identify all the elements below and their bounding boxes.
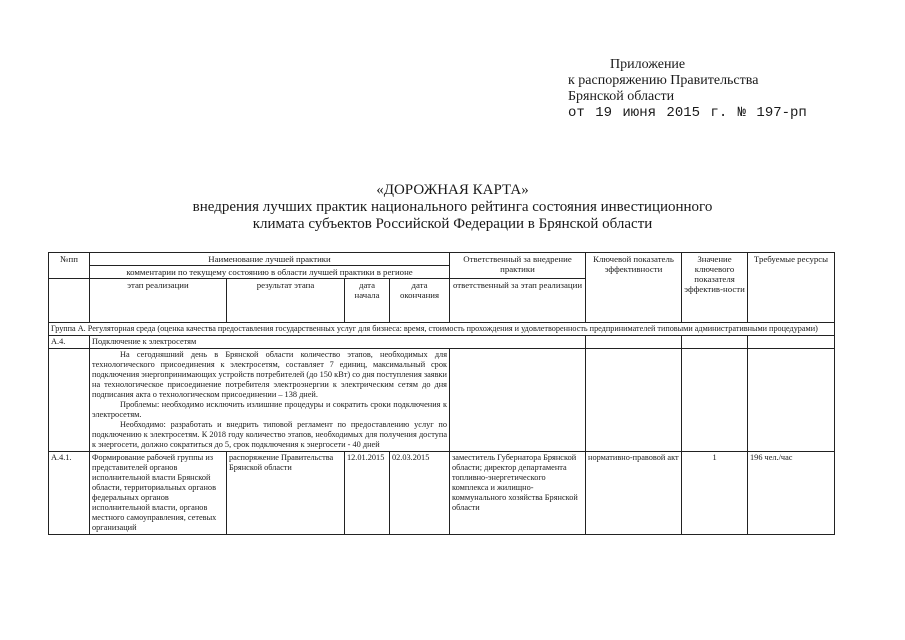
header-stage-result: результат этапа	[227, 279, 345, 323]
row-stage: Формирование рабочей группы из представителей органов исполнительной власти Брянской области, территориальных органов федеральных органов исполнительной власти, органов местного самоуправления, сетевых организаций	[90, 451, 227, 534]
row-resources: 196 чел./час	[748, 451, 835, 534]
row-result: распоряжение Правительства Брянской области	[227, 451, 345, 534]
appendix-title: Приложение	[610, 57, 686, 72]
header-row-1	[49, 253, 835, 266]
appendix-date-number: от 19 июня 2015 г. № 197-рп	[568, 105, 807, 121]
section-num: А.4.	[49, 335, 90, 348]
header-kpi-value: Значение ключевого показателя эффектив-ности	[682, 253, 748, 323]
section-description	[90, 348, 450, 451]
section-title-row	[49, 335, 835, 348]
header-stage-responsible: ответственный за этап реализации	[450, 279, 586, 323]
table-row	[49, 451, 835, 534]
row-kpi: нормативно-правовой акт	[586, 451, 682, 534]
appendix-region: Брянской области	[568, 89, 675, 104]
title-heading: «ДОРОЖНАЯ КАРТА»	[376, 182, 529, 198]
title-subheading-1: внедрения лучших практик национального рейтинга состояния инвестиционного	[192, 199, 713, 215]
row-responsible: заместитель Губернатора Брянской области; директор департамента топливно-энергетического комплекса и жилищно-коммунального хозяйства Брянской области	[450, 451, 586, 534]
header-resources: Требуемые ресурсы	[748, 253, 835, 323]
header-practice-name: Наименование лучшей практики	[90, 253, 450, 266]
row-num: А.4.1.	[49, 451, 90, 534]
appendix-order-ref: к распоряжению Правительства	[568, 73, 759, 88]
description-needed: Необходимо: разработать и внедрить типовой регламент по предоставлению услуг по подключению к электросетям. К 2018 году количество этапов, необходимых для получения доступа к энергосети, должно сократиться до 5, срок подключения к энергосети - 40 дней	[92, 419, 448, 449]
row-start-date: 12.01.2015	[345, 451, 390, 534]
header-end-date: дата окончания	[390, 279, 450, 323]
appendix-block	[568, 57, 807, 121]
header-num: №пп	[49, 253, 90, 279]
document-title	[0, 182, 905, 233]
section-description-row	[49, 348, 835, 451]
header-responsible: Ответственный за внедрение практики	[450, 253, 586, 279]
header-num-empty	[49, 279, 90, 323]
title-subheading-2: климата субъектов Российской Федерации в Брянской области	[252, 216, 653, 232]
description-current-state: На сегодняшний день в Брянской области количество этапов, необходимых для технологического присоединения к электросетям, составляет 7 единиц, максимальный срок подключения энергопринимающих устройств потребителей (до 150 кВт) со дня поступления заявки на технологическое присоединение потребителя электроэнергии к электрическим сетям до дня подписания акта о технологическом присоединении – 138 дней.	[92, 349, 448, 399]
header-kpi: Ключевой показатель эффективности	[586, 253, 682, 323]
section-title: Подключение к электросетям	[90, 335, 586, 348]
header-stage: этап реализации	[90, 279, 227, 323]
group-row	[49, 323, 835, 336]
header-comments: комментарии по текущему состоянию в области лучшей практики в регионе	[90, 266, 450, 279]
description-problems: Проблемы: необходимо исключить излишние процедуры и сократить сроки подключения к электросетям.	[92, 399, 448, 419]
row-kpi-value: 1	[682, 451, 748, 534]
header-start-date: дата начала	[345, 279, 390, 323]
group-a-label: Группа А. Регуляторная среда (оценка качества предоставления государственных услуг для бизнеса: время, стоимость прохождения и удовлетворенность предпринимателей типовыми административными процедурами)	[49, 323, 835, 336]
row-end-date: 02.03.2015	[390, 451, 450, 534]
roadmap-table	[48, 252, 835, 535]
